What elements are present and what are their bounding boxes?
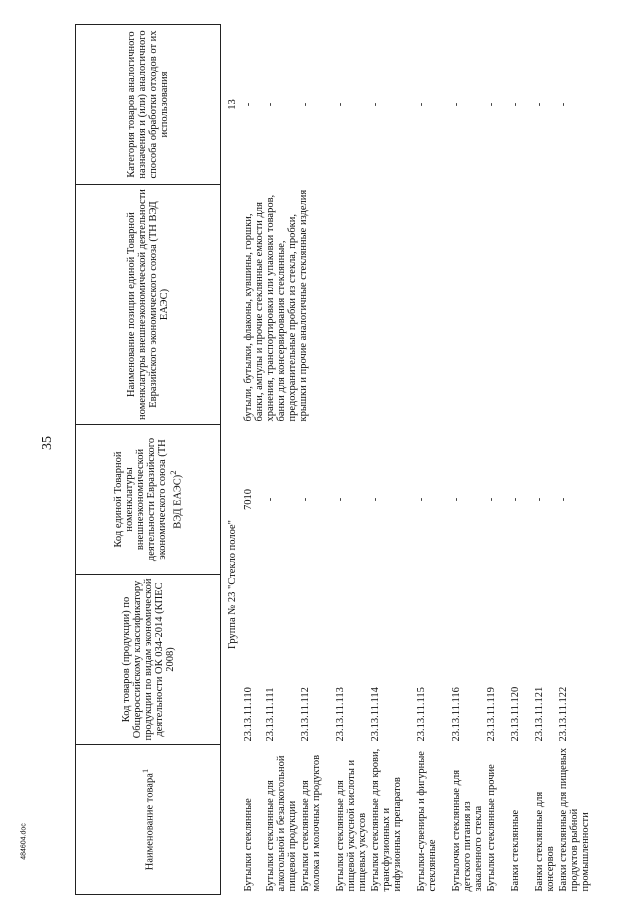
category-cell: - (558, 102, 569, 107)
goods-name: Бутылки стеклянные для молока и молочных продуктов (300, 754, 322, 892)
category-number: 13 (227, 99, 238, 110)
tnved-code: - (335, 497, 346, 502)
tnved-name: бутыли, бутылки, флаконы, кувшины, горшки, банки, ампулы и прочие стеклянные емкости для хранения, транспортировки или упаковки товаров, банки для консервирования стеклянные, предохранительные пробки из стекла, пробки, крышки и прочие аналогичные стеклянные изделия (243, 189, 309, 422)
goods-name: Банки стеклянные для пищевых продуктов рыбной промышленности (558, 747, 591, 892)
table-row (485, 25, 509, 895)
table-row (242, 25, 264, 895)
okpd-code: 23.13.11.116 (451, 687, 462, 742)
header-tnved-name: Наименование позиции единой Товарной номенклатуры внешнеэкономической деятельности Евразийского экономического союза (ТН ВЭД ЕАЭС) (76, 185, 221, 425)
table-row (264, 25, 299, 895)
goods-name: Бутылки стеклянные прочие (486, 764, 497, 892)
okpd-code: 23.13.11.122 (558, 686, 569, 742)
rotated-table-container (75, 25, 600, 895)
footnote-mark-2: 2 (167, 470, 178, 475)
tnved-code: 7010 (243, 489, 254, 510)
category-cell: - (243, 102, 254, 107)
tnved-code: - (558, 497, 569, 502)
category-cell: - (265, 102, 276, 107)
group-row (221, 25, 243, 895)
document-filename: 484604.doc (20, 823, 28, 860)
okpd-code: 23.13.11.111 (265, 687, 276, 742)
header-goods-name: Наименование товара$^1$ (76, 745, 221, 895)
goods-name: Бутылки стеклянные для пищевой уксусной кислоты и пищевых уксусов (335, 759, 368, 892)
category-cell: - (451, 102, 462, 107)
table-row (369, 25, 415, 895)
goods-name: Бутылки стеклянные (243, 798, 254, 892)
goods-table (75, 24, 592, 895)
goods-name: Бутылки стеклянные для алкогольной и безалкогольной пищевой продукции (265, 755, 298, 892)
category-cell: - (486, 102, 497, 107)
okpd-code: 23.13.11.112 (300, 687, 311, 742)
table-row (450, 25, 485, 895)
category-cell: - (300, 102, 311, 107)
goods-name: Бутылки стеклянные для крови, трансфузионных и инфузионных препаратов (370, 748, 403, 892)
goods-name: Банки стеклянные (510, 809, 521, 892)
table-row (533, 25, 557, 895)
okpd-code: 23.13.11.121 (534, 686, 545, 742)
category-cell: - (534, 102, 545, 107)
group-title: Группа № 23 "Стекло полое" (227, 520, 238, 649)
tnved-code: - (534, 497, 545, 502)
header-category: Категория товаров аналогичного назначения и (или) аналогичного способа обработки отходов от их использования (76, 25, 221, 185)
table-row (299, 25, 334, 895)
table-row (557, 25, 592, 895)
okpd-code: 23.13.11.115 (416, 687, 427, 742)
category-cell: - (416, 102, 427, 107)
table-row (415, 25, 450, 895)
okpd-code: 23.13.11.114 (370, 687, 381, 742)
okpd-code: 23.13.11.110 (243, 687, 254, 742)
tnved-code: - (451, 497, 462, 502)
footnote-mark-1: 1 (140, 768, 151, 774)
table-row (509, 25, 533, 895)
tnved-code: - (265, 497, 276, 502)
goods-name: Бутылки-сувениры и фигурные стеклянные (416, 751, 438, 892)
okpd-code: 23.13.11.119 (486, 687, 497, 742)
table-row (334, 25, 369, 895)
goods-name: Банки стеклянные для консервов (534, 791, 556, 892)
tnved-code: - (416, 497, 427, 502)
page-number: 35 (40, 436, 55, 450)
header-tnved-code: Код единой Товарной номенклатуры внешнеэкономической деятельности Евразийского экономического союза (ТН ВЭД ЕАЭС)$^2$ (76, 425, 221, 575)
tnved-code: - (510, 497, 521, 502)
category-cell: - (335, 102, 346, 107)
category-cell: - (370, 102, 381, 107)
tnved-code: - (370, 497, 381, 502)
category-cell: - (510, 102, 521, 107)
tnved-code: - (300, 497, 311, 502)
okpd-code: 23.13.11.113 (335, 687, 346, 742)
header-okpd-code: Код товаров (продукции) по Общероссийскому классификатору продукции по видам экономической деятельности ОК 034-2014 (КПЕС 2008) (76, 575, 221, 745)
okpd-code: 23.13.11.120 (510, 686, 521, 742)
goods-name: Бутылочки стеклянные для детского питания из закаленного стекла (451, 769, 484, 892)
table-header-row (76, 25, 221, 895)
tnved-code: - (486, 497, 497, 502)
